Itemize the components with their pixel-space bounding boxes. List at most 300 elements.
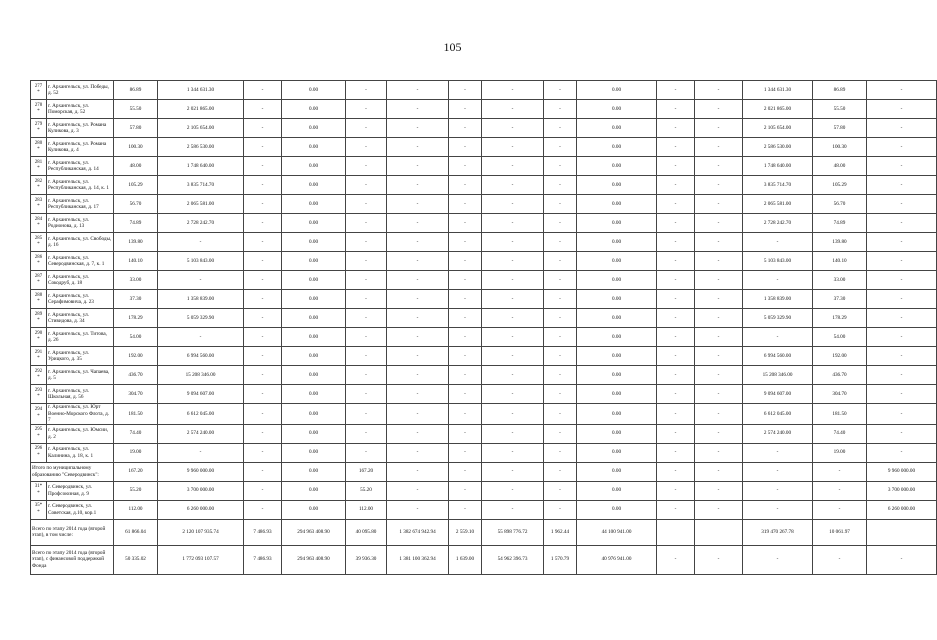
row-value: 0.00 — [282, 81, 346, 100]
row-value: - — [449, 252, 482, 271]
total-value — [867, 519, 937, 545]
row-value: - — [657, 138, 695, 157]
row-value: 2 105 654.00 — [158, 119, 244, 138]
table-row — [31, 290, 937, 309]
total-value: 2 559.10 — [449, 519, 482, 545]
row-value: 48.00 — [813, 157, 867, 176]
row-value: 9 094 607.00 — [743, 385, 813, 404]
row-value: - — [387, 233, 449, 252]
row-value: - — [244, 481, 282, 500]
row-value: - — [449, 309, 482, 328]
row-number: 281 * — [31, 157, 47, 176]
row-value: 0.00 — [577, 119, 657, 138]
total-value — [657, 519, 695, 545]
row-value: 0.00 — [577, 290, 657, 309]
row-value: - — [657, 347, 695, 366]
row-value: - — [657, 252, 695, 271]
row-value: - — [244, 271, 282, 290]
row-value: 0.00 — [577, 252, 657, 271]
row-value: - — [387, 271, 449, 290]
row-number: 294 * — [31, 404, 47, 425]
total-value: - — [244, 462, 282, 481]
row-value: - — [867, 290, 937, 309]
table-row — [31, 233, 937, 252]
row-address: г. Архангельск, ул. Республиканская, д. 17 — [47, 195, 114, 214]
row-address: г. Архангельск, ул. Стивидова, д. 34 — [47, 309, 114, 328]
row-value: 304.70 — [813, 385, 867, 404]
row-number: 290 * — [31, 328, 47, 347]
row-value: 178.29 — [813, 309, 867, 328]
total-value: 319 470 267.78 — [743, 519, 813, 545]
row-value: - — [387, 214, 449, 233]
row-value: - — [244, 119, 282, 138]
row-value: - — [346, 271, 387, 290]
row-value: - — [449, 328, 482, 347]
table-row — [31, 500, 937, 519]
row-value: 2 586 530.00 — [743, 138, 813, 157]
row-value: 33.00 — [813, 271, 867, 290]
row-value: - — [695, 157, 743, 176]
row-number: 292 * — [31, 366, 47, 385]
row-value: - — [867, 443, 937, 462]
row-value: - — [544, 424, 577, 443]
row-value: - — [449, 366, 482, 385]
row-value: - — [867, 157, 937, 176]
row-value: - — [657, 385, 695, 404]
row-value: - — [387, 481, 449, 500]
row-value: 1 358 839.00 — [743, 290, 813, 309]
row-value: - — [695, 328, 743, 347]
row-value: - — [244, 233, 282, 252]
row-value: 0.00 — [282, 100, 346, 119]
row-value: - — [387, 443, 449, 462]
row-value: - — [158, 271, 244, 290]
row-value: - — [244, 157, 282, 176]
row-value: 55.50 — [813, 100, 867, 119]
row-value: - — [657, 481, 695, 500]
row-value: - — [743, 500, 813, 519]
total-value: 294 963 408.90 — [282, 545, 346, 574]
row-value: - — [544, 443, 577, 462]
row-value: - — [346, 138, 387, 157]
row-value: - — [867, 214, 937, 233]
table-row — [31, 252, 937, 271]
row-value: - — [244, 309, 282, 328]
row-value: 0.00 — [577, 271, 657, 290]
row-value: - — [244, 366, 282, 385]
row-value: - — [544, 366, 577, 385]
row-value: - — [867, 347, 937, 366]
row-value: - — [695, 443, 743, 462]
row-value: - — [244, 404, 282, 425]
row-number: 287 * — [31, 271, 47, 290]
row-address: г. Архангельск, ул. Чапаева, д. 5 — [47, 366, 114, 385]
table-row — [31, 195, 937, 214]
row-value: 55.50 — [114, 100, 158, 119]
row-value: - — [867, 366, 937, 385]
table-row — [31, 119, 937, 138]
row-value: - — [244, 252, 282, 271]
row-value: - — [482, 252, 544, 271]
row-value: 1 358 839.00 — [158, 290, 244, 309]
row-value: 436.70 — [114, 366, 158, 385]
row-value: 0.00 — [577, 481, 657, 500]
row-value: 86.89 — [114, 81, 158, 100]
row-value: - — [346, 309, 387, 328]
row-value: 0.00 — [282, 290, 346, 309]
row-value: 0.00 — [577, 443, 657, 462]
row-value: - — [346, 424, 387, 443]
row-value: - — [387, 309, 449, 328]
row-value: - — [695, 119, 743, 138]
row-value: 112.00 — [114, 500, 158, 519]
row-value: - — [544, 500, 577, 519]
row-value: 15 208 346.00 — [158, 366, 244, 385]
table-row — [31, 271, 937, 290]
row-value: - — [657, 424, 695, 443]
row-value: 0.00 — [282, 119, 346, 138]
row-value: - — [695, 252, 743, 271]
row-value: - — [657, 271, 695, 290]
row-value: - — [544, 481, 577, 500]
row-value: - — [867, 309, 937, 328]
row-value: 0.00 — [577, 214, 657, 233]
row-value: 0.00 — [282, 157, 346, 176]
row-number: 278 * — [31, 100, 47, 119]
row-value: 2 021 865.00 — [158, 100, 244, 119]
row-value: 2 574 240.00 — [158, 424, 244, 443]
row-address: г. Северодвинск, ул. Профсоюзная, д. 9 — [47, 481, 114, 500]
table-row — [31, 214, 937, 233]
row-value: - — [387, 119, 449, 138]
row-value: 0.00 — [577, 328, 657, 347]
row-value: - — [482, 271, 544, 290]
row-value: - — [544, 138, 577, 157]
row-value: - — [544, 233, 577, 252]
row-value: - — [544, 309, 577, 328]
row-value: - — [544, 328, 577, 347]
row-value: - — [158, 443, 244, 462]
row-value: - — [695, 481, 743, 500]
table-row — [31, 443, 937, 462]
row-number: 283 * — [31, 195, 47, 214]
row-value: 6 260 000.00 — [158, 500, 244, 519]
total-label: Всего по этапу 2014 года (второй этап), в том числе: — [31, 519, 114, 545]
row-value: 0.00 — [577, 100, 657, 119]
total-value: - — [743, 545, 813, 574]
row-value: 54.00 — [114, 328, 158, 347]
row-value: - — [867, 81, 937, 100]
row-value: - — [387, 366, 449, 385]
row-value: 0.00 — [577, 404, 657, 425]
row-value: - — [813, 481, 867, 500]
total-value: - — [695, 462, 743, 481]
row-value: 1 748 640.00 — [743, 157, 813, 176]
row-value: - — [657, 443, 695, 462]
row-value: 0.00 — [282, 385, 346, 404]
table-row — [31, 404, 937, 425]
row-number: 282 * — [31, 176, 47, 195]
row-value: 37.30 — [114, 290, 158, 309]
row-value: 2 065 581.00 — [158, 195, 244, 214]
total-value: 9 960 000.00 — [867, 462, 937, 481]
total-row — [31, 519, 937, 545]
row-value: - — [449, 119, 482, 138]
row-address: г. Архангельск, ул. Титова, д. 26 — [47, 328, 114, 347]
total-label: Всего по этапу 2014 года (второй этап), с финансовой поддержкой Фонда — [31, 545, 114, 574]
row-address: г. Архангельск, ул. Романа Куликова, д. 3 — [47, 119, 114, 138]
total-value: 2 120 107 935.74 — [158, 519, 244, 545]
row-value: - — [244, 176, 282, 195]
row-value: - — [449, 481, 482, 500]
row-value: 37.30 — [813, 290, 867, 309]
row-value: - — [387, 100, 449, 119]
row-value: - — [449, 214, 482, 233]
row-value: 57.80 — [813, 119, 867, 138]
row-value: - — [743, 233, 813, 252]
row-value: 0.00 — [282, 404, 346, 425]
row-value: - — [244, 214, 282, 233]
row-value: 0.00 — [577, 385, 657, 404]
row-value: - — [244, 443, 282, 462]
total-value — [695, 519, 743, 545]
row-value: - — [743, 328, 813, 347]
row-value: - — [387, 385, 449, 404]
row-address: г. Архангельск, ул. Калинина, д. 18, к. 1 — [47, 443, 114, 462]
row-value: 0.00 — [282, 176, 346, 195]
row-value: - — [449, 385, 482, 404]
row-value: 5 059 329.90 — [743, 309, 813, 328]
row-value: 2 574 240.00 — [743, 424, 813, 443]
row-value: - — [695, 309, 743, 328]
row-value: - — [449, 424, 482, 443]
total-value: - — [813, 462, 867, 481]
row-value: 55.20 — [346, 481, 387, 500]
total-value: 294 963 408.90 — [282, 519, 346, 545]
table-row — [31, 481, 937, 500]
row-value: - — [449, 290, 482, 309]
row-value: - — [387, 81, 449, 100]
row-value: - — [695, 195, 743, 214]
row-value: - — [346, 214, 387, 233]
row-value: 112.00 — [346, 500, 387, 519]
table-row — [31, 347, 937, 366]
row-value: - — [867, 176, 937, 195]
total-label: Итого по муниципальному образованию "Северодвинск": — [31, 462, 114, 481]
row-value: - — [482, 309, 544, 328]
row-value: - — [657, 176, 695, 195]
row-value: 0.00 — [282, 347, 346, 366]
row-value: 192.00 — [114, 347, 158, 366]
row-value: - — [695, 233, 743, 252]
row-value: - — [657, 233, 695, 252]
row-value: - — [544, 214, 577, 233]
total-value: 55 898 776.72 — [482, 519, 544, 545]
row-value: 0.00 — [282, 328, 346, 347]
row-value: 3 835 714.70 — [743, 176, 813, 195]
row-value: 436.70 — [813, 366, 867, 385]
row-value: - — [867, 252, 937, 271]
row-value: - — [482, 176, 544, 195]
row-value: 0.00 — [577, 233, 657, 252]
total-value: 1 570.79 — [544, 545, 577, 574]
row-value: - — [449, 347, 482, 366]
total-row — [31, 545, 937, 574]
total-value: - — [657, 462, 695, 481]
table-row — [31, 176, 937, 195]
row-value: - — [244, 100, 282, 119]
row-value: - — [657, 100, 695, 119]
row-value: - — [449, 404, 482, 425]
row-value: - — [482, 119, 544, 138]
row-value: - — [346, 176, 387, 195]
row-value: 139.80 — [114, 233, 158, 252]
row-value: 56.70 — [114, 195, 158, 214]
row-value: 6 612 045.00 — [158, 404, 244, 425]
row-value: 0.00 — [577, 366, 657, 385]
row-value: 105.29 — [813, 176, 867, 195]
total-value: 50 335.02 — [114, 545, 158, 574]
row-value: - — [544, 100, 577, 119]
row-number: 285 * — [31, 233, 47, 252]
row-value: 0.00 — [577, 138, 657, 157]
row-value: - — [695, 366, 743, 385]
row-value: 74.89 — [114, 214, 158, 233]
row-address: г. Архангельск, ул. Поморская, д. 52 — [47, 100, 114, 119]
row-value: - — [387, 424, 449, 443]
row-value: - — [657, 328, 695, 347]
row-value: 192.00 — [813, 347, 867, 366]
row-value: - — [695, 290, 743, 309]
row-value: - — [482, 214, 544, 233]
row-value: - — [244, 385, 282, 404]
row-value: - — [346, 119, 387, 138]
row-value: 1 748 640.00 — [158, 157, 244, 176]
row-value: 0.00 — [282, 214, 346, 233]
row-address: г. Архангельск, ул. Республиканская, д. 14, к. 1 — [47, 176, 114, 195]
row-value: 140.10 — [114, 252, 158, 271]
row-value: - — [158, 328, 244, 347]
row-value: - — [482, 233, 544, 252]
row-value: - — [544, 404, 577, 425]
row-value: - — [657, 500, 695, 519]
row-value: - — [482, 290, 544, 309]
row-value: - — [387, 347, 449, 366]
row-value: - — [867, 138, 937, 157]
row-address: г. Архангельск, ул. Урицкого, д. 35 — [47, 347, 114, 366]
page-number: 105 — [443, 40, 462, 54]
row-value: 74.89 — [813, 214, 867, 233]
row-value: 15 208 346.00 — [743, 366, 813, 385]
row-value: 2 021 865.00 — [743, 100, 813, 119]
row-value: - — [244, 500, 282, 519]
row-value: 86.89 — [813, 81, 867, 100]
row-value: 0.00 — [282, 366, 346, 385]
row-value: 57.80 — [114, 119, 158, 138]
row-value: - — [449, 233, 482, 252]
row-value: - — [657, 195, 695, 214]
row-value: - — [657, 214, 695, 233]
row-value: - — [695, 385, 743, 404]
row-value: - — [244, 290, 282, 309]
row-value: - — [482, 328, 544, 347]
row-value: - — [482, 385, 544, 404]
total-value: 40 976 941.00 — [577, 545, 657, 574]
table-row — [31, 328, 937, 347]
row-value: 100.30 — [813, 138, 867, 157]
row-value: - — [695, 81, 743, 100]
row-value: 1 344 631.30 — [743, 81, 813, 100]
total-value: - — [482, 462, 544, 481]
row-value: - — [244, 138, 282, 157]
row-value: - — [695, 138, 743, 157]
row-value: - — [867, 119, 937, 138]
total-value: 1 772 093 107.57 — [158, 545, 244, 574]
row-value: - — [244, 347, 282, 366]
row-value: 2 586 530.00 — [158, 138, 244, 157]
row-value: - — [449, 500, 482, 519]
row-number: 293 * — [31, 385, 47, 404]
total-value: 1 382 674 942.94 — [387, 519, 449, 545]
row-value: - — [695, 271, 743, 290]
row-value: - — [544, 119, 577, 138]
row-value: - — [244, 328, 282, 347]
table-row — [31, 157, 937, 176]
row-value: 100.30 — [114, 138, 158, 157]
table-row — [31, 81, 937, 100]
row-value: - — [387, 195, 449, 214]
row-value: 5 059 329.90 — [158, 309, 244, 328]
table-row — [31, 424, 937, 443]
row-value: - — [482, 443, 544, 462]
row-value: - — [244, 81, 282, 100]
total-value: 1 962.44 — [544, 519, 577, 545]
row-value: - — [657, 404, 695, 425]
row-number: 296 * — [31, 443, 47, 462]
row-value: - — [449, 271, 482, 290]
row-value: - — [449, 138, 482, 157]
row-value: - — [244, 195, 282, 214]
row-value: - — [449, 81, 482, 100]
row-value: - — [387, 176, 449, 195]
row-value: 6 994 560.00 — [158, 347, 244, 366]
row-value: 0.00 — [577, 81, 657, 100]
row-value: - — [544, 290, 577, 309]
row-address: г. Архангельск, ул. Победы, д. 52 — [47, 81, 114, 100]
row-value: 0.00 — [282, 309, 346, 328]
table-row — [31, 366, 937, 385]
row-value: 2 728 242.70 — [158, 214, 244, 233]
total-value: 7 486.93 — [244, 519, 282, 545]
row-value: - — [544, 271, 577, 290]
row-value: - — [387, 328, 449, 347]
row-value: - — [482, 195, 544, 214]
total-value: - — [544, 462, 577, 481]
total-value: 167.20 — [346, 462, 387, 481]
row-value: - — [482, 500, 544, 519]
row-value: 1 344 631.30 — [158, 81, 244, 100]
row-value: - — [544, 176, 577, 195]
row-value: 3 700 000.00 — [158, 481, 244, 500]
row-value: 140.10 — [813, 252, 867, 271]
row-value: 54.00 — [813, 328, 867, 347]
row-value: - — [346, 328, 387, 347]
row-value: 0.00 — [282, 443, 346, 462]
row-value: 0.00 — [577, 195, 657, 214]
row-value: 0.00 — [282, 233, 346, 252]
row-value: - — [449, 157, 482, 176]
row-value: - — [346, 366, 387, 385]
